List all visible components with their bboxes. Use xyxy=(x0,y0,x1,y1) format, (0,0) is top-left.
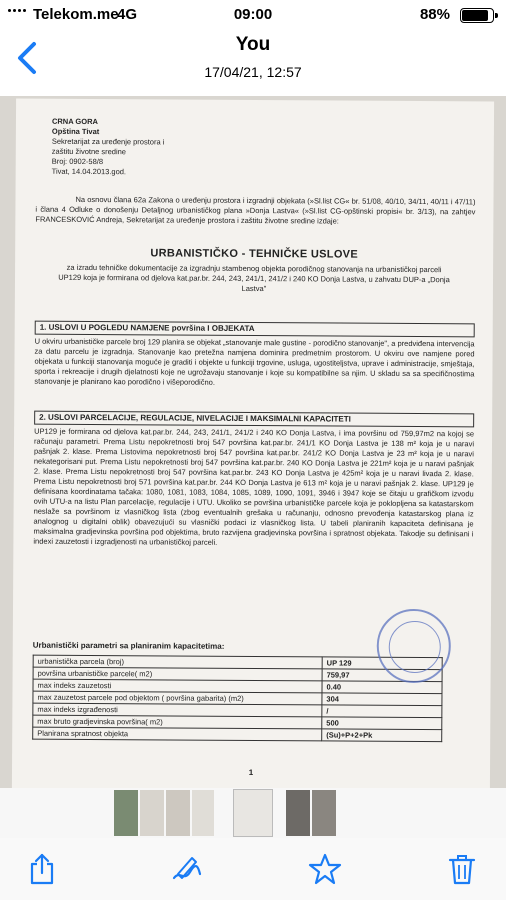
document-page xyxy=(12,99,494,788)
section-2-title: 2. USLOVI PARCELACIJE, REGULACIJE, NIVELACIJE I MAKSIMALNI KAPACITETI xyxy=(34,411,474,428)
param-label: površina urbanističke parcele( m2) xyxy=(33,667,322,681)
header-line: zaštitu životne sredine xyxy=(51,146,127,157)
official-stamp xyxy=(377,609,451,683)
photo-header xyxy=(0,30,506,88)
bottom-toolbar xyxy=(0,838,506,900)
battery-percent: 88% xyxy=(419,6,450,23)
section-1-title: 1. USLOVI U POGLEDU NAMJENE površina I OBJEKATA xyxy=(35,321,475,338)
params-table xyxy=(32,655,443,743)
section-2 xyxy=(33,411,474,550)
network-label: 4G xyxy=(117,6,138,23)
param-value: 759,97 xyxy=(322,669,442,682)
section-2-text: UP129 je formirana od djelova kat.par.br. 244, 243, 241/1, 241/2 i 240 KO Donja Lastva, i ima površinu od 759,97m2 na kojoj se računaju parametri. Prema Listu nepokretnosti broj 547 površina kat.par.br. 241/1 KO Donja Lastva je 138 m² koja je u naravi pašnjak 2. klase. Prema Listovima nepokretnosti broj 547 površina kat.par.br. 241/2 KO Donja Lastva je 23 m² koja je u naravi nekategorisani put. Prema Listu nepokretnosti broj 547 površina kat.par.br. 240 KO Donja Lastva je 221m² koja je u naravi pašnjak 2. klase. Prema Listu nepokretnosti broj 547 površina kat.par.br. 243 KO Donja Lastva je 425m² koja je u naravi livada 2. klase. Prema Listu nepokretnosti broj 571 površina kat.par.br. 244 KO Donja Lastva je 613 m² koja je u naravi pašnjak 2. klase. UP129 je definisana koordinatama tačaka: 1080, 1081, 1083, 1084, 1085, 1089, 1090, 1091, 3946 i 3947 koje se čitaju u grafičkom izvodu ovih UTU-a na listu Plan parcelacije, regulacije i UTU. Ukoliko se površina urbanističke parcele koja je poklopljena sa katastarskom neslaže sa površinom iz vlasničkog lista (zbog eventualnih grešaka u računanju, odnosno prevođenja katastarskog plana iz analognog u digitalni oblik) obavezujući su vlasnički podaci iz vlasničkog lista. U tabeli planiranih kapaciteta definisana je maksimalna gradjevinska površina pod objektima, bruto razvijena gradjevinska površina i spratnost objekata. Takodje su definisani i indexi zauzetosti i izgradjenosti na urbanističkoj parceli. xyxy=(33,426,475,547)
thumbnail[interactable] xyxy=(192,790,214,836)
param-label: max indeks zauzetosti xyxy=(33,679,322,693)
battery-icon xyxy=(460,8,494,23)
markup-button[interactable] xyxy=(170,852,202,886)
document-title: URBANISTIČKO - TEHNIČKE USLOVE xyxy=(150,247,359,261)
section-1 xyxy=(34,321,474,390)
header-line: Broj: 0902-58/8 xyxy=(51,156,104,167)
thumbnail[interactable] xyxy=(286,790,310,836)
document-subtitle: za izradu tehničke dokumentacije za izgradnju stambenog objekta porodičnog stanovanja na urbanističkoj parceli UP129 koja je formirana od djelova kat.par.br. 244, 243, 241/1, 241/2 i 240 KO Donja Lastva, u zahvatu DUP-a „Donja Lastva" xyxy=(58,262,450,294)
photo-timestamp: 17/04/21, 12:57 xyxy=(204,64,302,80)
header-line: CRNA GORA xyxy=(51,116,98,127)
param-value: 500 xyxy=(322,717,442,730)
status-time: 09:00 xyxy=(233,6,273,23)
header-line: Tivat, 14.04.2013.god. xyxy=(51,166,127,177)
table-row xyxy=(33,727,442,741)
photo-viewer[interactable] xyxy=(0,96,506,788)
star-icon xyxy=(308,852,342,886)
share-button[interactable] xyxy=(26,852,58,886)
thumbnail-strip[interactable] xyxy=(0,788,506,838)
status-bar xyxy=(0,0,506,30)
param-label: Planirana spratnost objekta xyxy=(33,727,322,741)
params-title: Urbanistički parametri sa planiranim kapacitetima: xyxy=(32,640,225,651)
thumbnail[interactable] xyxy=(312,790,336,836)
header-line: Sekretarijat za uređenje prostora i xyxy=(51,136,165,147)
share-icon xyxy=(26,852,58,886)
header-line: Opština Tivat xyxy=(51,126,100,137)
section-1-text: U okviru urbanističke parcele broj 129 planira se objekat „stanovanje male gustine - porodično stanovanje", a predviđena intervencija za datu parcelu je izgradnja. Stanovanje kao pretežna namjena dominira predmetnim prostorom. U okviru ove namjene pored objekata u funkciji stanovanja moguće je graditi i objekte u funkciji trgovine, usluga, ugostiteljstva, uprave i administracije, smještaja, sporta i rekreacije i drugih djelatnosti koje ne ugrožavaju stanovanje i koje su kompatibilne sa njim. U skladu sa sa specifičnostima stanovanje je planirano kao porodično i višeporodično. xyxy=(34,336,475,387)
param-value: 304 xyxy=(322,693,442,706)
thumbnail[interactable] xyxy=(140,790,164,836)
param-label: max zauzetost parcele pod objektom ( površina gabarita) (m2) xyxy=(33,691,322,705)
param-label: urbanistička parcela (broj) xyxy=(33,655,322,669)
thumbnail[interactable] xyxy=(114,790,138,836)
param-label: max bruto gradjevinska površina( m2) xyxy=(33,715,322,729)
thumbnail-selected[interactable] xyxy=(234,790,272,836)
document-header xyxy=(52,117,165,178)
param-value: 0.40 xyxy=(322,681,442,694)
page-number: 1 xyxy=(248,767,254,778)
document-intro: Na osnovu člana 62a Zakona o uređenju prostora i izgradnji objekata (»Sl.list CG« br. 51/08, 40/10, 34/11, 40/11 i 47/11) i člana 4 Odluke o donošenju Detaljnog urbanističkog plana »Donja Lastva« (»Sl.list CG-opštinski propisi« br. 3/13), na zahtjev FRANCESKOVIĆ Andreja, Sekretarijat za uređenje prostora i zaštitu životne sredine izdaje: xyxy=(35,194,476,226)
param-value: (Su)+P+2+Pk xyxy=(322,729,442,742)
thumbnail[interactable] xyxy=(166,790,190,836)
trash-icon xyxy=(446,852,478,886)
favorite-button[interactable] xyxy=(308,852,340,886)
param-value: UP 129 xyxy=(322,657,442,670)
param-value: / xyxy=(322,705,442,718)
delete-button[interactable] xyxy=(446,852,478,886)
markup-icon xyxy=(170,852,202,886)
page-title: You xyxy=(235,34,271,55)
param-label: max indeks izgrađenosti xyxy=(33,703,322,717)
carrier-label: Telekom.me xyxy=(33,6,119,23)
